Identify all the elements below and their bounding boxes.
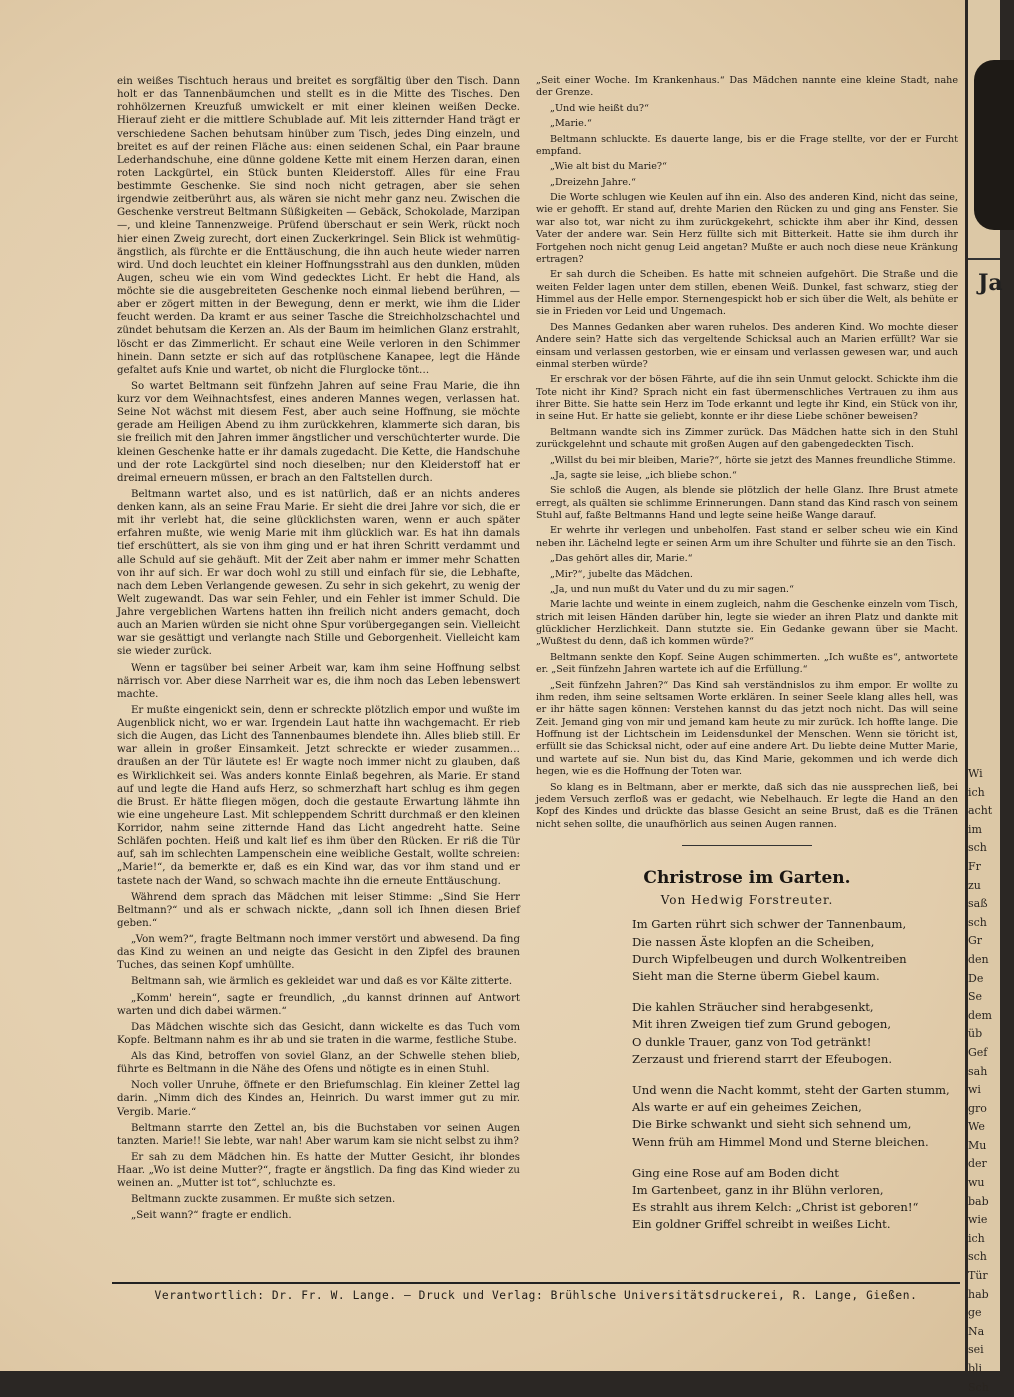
paragraph: Er mußte eingenickt sein, denn er schreckte plötzlich empor und wußte im Augenblick nicht, wo er war. Irgendein Laut hatte ihn wachgemacht. Er rieb sich die Augen, das Licht des Tannenbaumes blendete ihn. Alles blieb still. Er war allein in großer Einsamkeit. Jetzt schreckte er wieder zusammen… draußen an der Tür läutete es! Er wagte noch immer nicht zu glauben, daß es Wirklichkeit sei. Was anders konnte Einlaß begehren, als Marie. Er stand auf und legte die Hand aufs Herz, so schmerzhaft hart schlug es ihm gegen die Brust. Er hätte fliegen mögen, doch die gestaute Erwartung lähmte ihn wie eine ungeheure Last. Mit schleppendem Schritt durchmaß er den kleinen Korridor, nahm seine zitternde Hand das Licht angedreht hatte. Seine Schläfen pochten. Heiß und kalt lief es ihm über den Rücken. Er riß die Tür auf, sah im schlechten Lampenschein eine weibliche Gestalt, wollte schreien: „Marie!“, da bemerkte er, daß es ein Kind war, das vor ihm stand und er tastete nach der Wand, so schwach machte ihn die erneute Enttäuschung. <box>117 704 520 887</box>
adjacent-page-text <box>968 765 1000 1397</box>
paragraph: So wartet Beltmann seit fünfzehn Jahren auf seine Frau Marie, die ihn kurz vor dem Weihnachtsfest, eines anderen Mannes wegen, verlassen hat. Seine Not wächst mit diesem Fest, aber auch seine Hoffnung, sie möchte gerade am Heiligen Abend zu ihm zurückkehren, klammerte sich daran, bis sie freilich mit den Jahren immer ängstlicher und verschüchterter wurde. Die kleinen Geschenke hatte er ihr damals zugedacht. Die Kette, die Handschuhe und der rote Lackgürtel sind noch dieselben; nur den Kleiderstoff hat er dreimal erneuern müssen, er brach an den Faltstellen durch. <box>117 380 520 484</box>
paragraph: Beltmann wartet also, und es ist natürlich, daß er an nichts anderes denken kann, als an seine Frau Marie. Er sieht die drei Jahre vor sich, die er mit ihr verlebt hat, die seine glücklichsten waren, wenn er auch später erfahren mußte, wie wenig Marie mit ihm glücklich war. Es hat ihn damals tief erschüttert, als sie von ihm ging und er hat ihren Schritt verdammt und alle Schuld auf sie gehäuft. Mit der Zeit aber nahm er immer mehr Schatten von ihr auf sich. Er war doch wohl zu still und einfach für sie, die Lebhafte, nach dem Leben Verlangende gewesen. Zu sehr in sich gekehrt, zu wenig der Welt zugewandt. Das war sein Fehler, und ein Fehler ist immer Schuld. Die Jahre vergeblichen Wartens hatten ihn freilich nicht anders gemacht, doch auch an Marien würden sie nicht ohne Spur vorübergegangen sein. Vielleicht war sie gesättigt und verlangte nach Stille und Geborgenheit. Vielleicht kam sie wieder zurück. <box>117 488 520 658</box>
paragraph: Er sah zu dem Mädchen hin. Es hatte der Mutter Gesicht, ihr blondes Haar. „Wo ist deine Mutter?“, fragte er ängstlich. Da fing das Kind wieder zu weinen an. „Mutter ist tot“, schluchzte es. <box>117 1151 520 1190</box>
adjacent-page-line: sch <box>968 1250 987 1264</box>
paragraph: „Mir?“, jubelte das Mädchen. <box>550 568 693 580</box>
paragraph: „Das gehört alles dir, Marie.“ <box>550 553 693 565</box>
poem-line: Ging eine Rose auf am Boden dicht <box>632 1165 839 1180</box>
adjacent-page-edge <box>968 0 1003 1394</box>
adjacent-page-line: dem <box>968 1008 992 1022</box>
adjacent-page-line: Mu <box>968 1138 987 1152</box>
adjacent-page-illustration <box>974 60 1014 230</box>
poem-line: Die Birke schwankt und sieht sich sehnend um, <box>632 1117 912 1132</box>
adjacent-page-line: üb <box>968 1027 983 1041</box>
paragraph: Marie lachte und weinte in einem zugleich, nahm die Geschenke einzeln vom Tisch, strich mit leisen Händen darüber hin, legte sie wieder an ihren Platz und dankte mit glücklicher Herzlichkeit. Dann stutzte sie. Ein Gedanke gewann über sie Macht. „Wußtest du denn, daß ich kommen würde?“ <box>536 599 958 648</box>
poem-line: Im Gartenbeet, ganz in ihr Blühn verloren, <box>632 1183 884 1198</box>
poem-line: Und wenn die Nacht kommt, steht der Garten stumm, <box>632 1083 950 1097</box>
paragraph: „Komm' herein“, sagte er freundlich, „du kannst drinnen auf Antwort warten und dich dabei wärmen.“ <box>117 992 520 1017</box>
paragraph: Wenn er tagsüber bei seiner Arbeit war, kam ihm seine Hoffnung selbst närrisch vor. Aber diese Narrheit war es, die ihm noch das Leben lebenswert machte. <box>117 662 520 700</box>
adjacent-page-line: wi <box>968 1083 981 1097</box>
footer-rule <box>112 1282 960 1284</box>
poem-title: Christrose im Garten. <box>643 868 851 888</box>
story-column-left <box>117 75 520 1226</box>
poem-stanza <box>632 916 958 985</box>
adjacent-page-line: De <box>968 971 984 985</box>
adjacent-page-line: sch <box>968 841 987 855</box>
poem-body <box>536 916 958 1233</box>
imprint-line: Verantwortlich: Dr. Fr. W. Lange. — Druck und Verlag: Brühlsche Universitätsdruckerei, R. Lange, Gießen. <box>154 1289 918 1302</box>
paragraph: Noch voller Unruhe, öffnete er den Briefumschlag. Ein kleiner Zettel lag darin. „Nimm dich des Kindes an, Heinrich. Du warst immer gut zu mir. Vergib. Marie.“ <box>117 1080 520 1118</box>
paragraph: Er erschrak vor der bösen Fährte, auf die ihn sein Unmut gelockt. Schickte ihm die Tote nicht ihr Kind? Sprach nicht ein fast übermenschliches Vertrauen zu ihm aus ihrer Bitte. Sie hatte sein Herz im Tode erkannt und legte ihr Kind, ein Stück von ihr, in seine Hut. Er hatte sie geliebt, konnte er ihr diese Liebe schöner beweisen? <box>536 374 958 423</box>
poem-author: Von Hedwig Forstreuter. <box>660 893 834 907</box>
poem-line: Sieht man die Sterne überm Giebel kaum. <box>632 968 880 983</box>
paragraph: Des Mannes Gedanken aber waren ruhelos. Des anderen Kind. Wo mochte dieser Andere sein? Hatte sich das vergeltende Schicksal auch an Marien erfüllt? War sie einsam und verlassen gestorben, wie er einsam und verlassen gewesen war, und auch einmal sterben würde? <box>536 321 958 370</box>
poem-line: O dunkle Trauer, ganz von Tod getränkt! <box>632 1034 872 1049</box>
paragraph: „Ja, und nun mußt du Vater und du zu mir sagen.“ <box>550 583 794 595</box>
adjacent-page-line: We <box>968 1120 985 1134</box>
adjacent-page-line: sah <box>968 1064 988 1078</box>
adjacent-page-line: Tür <box>968 1269 988 1283</box>
paragraph: „Marie.“ <box>550 118 592 130</box>
paragraph: „Seit fünfzehn Jahren?“ Das Kind sah verständnislos zu ihm empor. Er wollte zu ihm reden, ihm seine seltsamen Worte erklären. In seiner Seele klang alles hell, was er ihr hätte sagen können: Verstehen kannst du das jetzt noch nicht. Das will seine Zeit. Jemand ging von mir und jemand kam heute zu mir zurück. Ich hoffte lange. Die Hoffnung ist der Lichtschein im Leidensdunkel der Menschen. Wenn sie töricht ist, erfüllt sie das Schicksal nicht, oder auf eine andere Art. Du liebte deine Mutter Marie, und wartete auf sie. Nun bist du, das Kind Marie, gekommen und ich werde dich hegen, wie es die Hoffnung der Toten war. <box>536 679 958 778</box>
adjacent-page-line: sei <box>968 1343 984 1357</box>
paragraph: Beltmann zuckte zusammen. Er mußte sich setzen. <box>131 1194 396 1206</box>
adjacent-page-line: Gef <box>968 1045 988 1059</box>
poem-line: Wenn früh am Himmel Mond und Sterne bleichen. <box>632 1134 929 1149</box>
story-column-right <box>536 75 958 1248</box>
adjacent-page-line: ge <box>968 1306 982 1320</box>
paragraph: Beltmann senkte den Kopf. Seine Augen schimmerten. „Ich wußte es“, antwortete er. „Seit fünfzehn Jahren wartete ich auf die Erfüllung.“ <box>536 651 958 676</box>
adjacent-page-line: ich <box>968 785 985 799</box>
adjacent-page-line: Na <box>968 1324 985 1338</box>
paragraph: Beltmann schluckte. Es dauerte lange, bis er die Frage stellte, vor der er Furcht empfand. <box>536 133 958 157</box>
paragraph: „Seit einer Woche. Im Krankenhaus.“ Das Mädchen nannte eine kleine Stadt, nahe der Grenze. <box>536 75 958 99</box>
adjacent-page-line: sch <box>968 915 987 929</box>
paragraph: Beltmann wandte sich ins Zimmer zurück. Das Mädchen hatte sich in den Stuhl zurückgelehnt und schaute mit großen Augen auf den gabengedeckten Tisch. <box>536 426 958 451</box>
poem-stanza <box>632 999 958 1068</box>
poem-divider <box>682 845 812 846</box>
poem-stanza <box>632 1165 958 1234</box>
poem-stanza <box>632 1082 958 1151</box>
paragraph: Sie schloß die Augen, als blende sie plötzlich der helle Glanz. Ihre Brust atmete erregt, als quälten sie schlimme Erinnerungen. Dann stand das Kind rasch von seinem Stuhl auf, faßte Beltmanns Hand und legte seine heiße Wange darauf. <box>536 485 958 521</box>
paragraph: Beltmann starrte den Zettel an, bis die Buchstaben vor seinen Augen tanzten. Marie!! Sie lebte, war nah! Aber warum kam sie nicht selbst zu ihm? <box>117 1122 520 1147</box>
adjacent-page-line: saß <box>968 897 988 911</box>
poem-line: Im Garten rührt sich schwer der Tannenbaum, <box>632 917 907 932</box>
poem-line: Mit ihren Zweigen tief zum Grund gebogen, <box>632 1017 892 1032</box>
adjacent-page-line: wu <box>968 1176 985 1190</box>
adjacent-page-line: hab <box>968 1287 989 1301</box>
poem-line: Als warte er auf ein geheimes Zeichen, <box>632 1100 862 1115</box>
adjacent-page-line: bli <box>968 1362 983 1375</box>
poem-line: Zerzaust und frierend starrt der Efeubogen. <box>632 1051 893 1066</box>
poem-line: Es strahlt aus ihrem Kelch: „Christ ist geboren!“ <box>632 1200 919 1215</box>
adjacent-page-line: Fr <box>968 859 981 873</box>
paragraph: Er wehrte ihr verlegen und unbeholfen. Fast stand er selber scheu wie ein Kind neben ihr. Lächelnd legte er seinen Arm um ihre Schulter und führte sie an den Tisch. <box>536 525 958 549</box>
adjacent-page-line: acht <box>968 804 993 818</box>
adjacent-page-line: den <box>968 952 989 966</box>
adjacent-page-line: wie <box>968 1213 988 1227</box>
adjacent-page-line: Wi <box>968 767 983 780</box>
paragraph: Das Mädchen wischte sich das Gesicht, dann wickelte es das Tuch vom Kopfe. Beltmann nahm es ihr ab und sie traten in die warme, festliche Stube. <box>117 1021 520 1046</box>
paragraph: „Von wem?“, fragte Beltmann noch immer verstört und abwesend. Da fing das Kind zu weinen an und neigte das Gesicht in den Zipfel des braunen Tuches, das seinen Kopf umhüllte. <box>117 934 520 972</box>
adjacent-page-line: zu <box>968 878 981 892</box>
adjacent-page-line: ich <box>968 1231 985 1245</box>
paragraph: „Willst du bei mir bleiben, Marie?“, hörte sie jetzt des Mannes freundliche Stimme. <box>550 454 956 466</box>
adjacent-page-rule <box>968 258 1000 260</box>
adjacent-page-line: im <box>968 822 982 836</box>
adjacent-page-line: gro <box>968 1101 987 1115</box>
adjacent-page-line: Se <box>968 990 983 1004</box>
paragraph: Während dem sprach das Mädchen mit leiser Stimme: „Sind Sie Herr Beltmann?“ und als er schwach nickte, „dann soll ich Ihnen diesen Brief geben.“ <box>117 891 520 929</box>
paragraph: So klang es in Beltmann, aber er merkte, daß sich das nie aussprechen ließ, bei jedem Versuch zerfloß was er gedacht, wie Nebelhauch. Er legte die Hand an den Kopf des Kindes und drückte das blasse Gesicht an seine Brust, daß es die Tränen nicht sehen sollte, die unaufhörlich aus seinen Augen rannen. <box>536 781 958 830</box>
adjacent-page-heading: Ja <box>978 270 1003 296</box>
paragraph: Die Worte schlugen wie Keulen auf ihn ein. Also des anderen Kind, nicht das seine, wie er gehofft. Er stand auf, drehte Marien den Rücken zu und ging ans Fenster. Sie war also tot, war nicht zu ihm zurückgekehrt, schickte ihm aber ihr Kind, dessen Vater der andere war. Sein Herz füllte sich mit Bitterkeit. Hatte sie ihm durch ihr Fortgehen noch nicht genug Leid angetan? Mußte er auch noch diese neue Kränkung ertragen? <box>536 192 958 265</box>
story-continuation <box>536 75 958 831</box>
paragraph: „Und wie heißt du?“ <box>550 102 649 114</box>
poem-line: Die kahlen Sträucher sind herabgesenkt, <box>632 1000 874 1015</box>
poem-line: Ein goldner Griffel schreibt in weißes Licht. <box>632 1217 891 1232</box>
poem-line: Durch Wipfelbeugen und durch Wolkentreiben <box>632 951 907 966</box>
paragraph: „Dreizehn Jahre.“ <box>550 176 636 188</box>
paragraph: Als das Kind, betroffen von soviel Glanz, an der Schwelle stehen blieb, führte es Beltmann in die Nähe des Ofens und nötigte es in einen Stuhl. <box>117 1051 520 1076</box>
paragraph: ein weißes Tischtuch heraus und breitet es sorgfältig über den Tisch. Dann holt er das Tannenbäumchen und stellt es in die Mitte des Tisches. Den rohhölzernen Kreuzfuß umwickelt er mit einer kleinen weißen Decke. Hierauf zieht er die mittlere Schublade auf. Mit leis zitternder Hand trägt er verschiedene Sachen behutsam hinüber zum Tisch, jedes Ding einzeln, und breitet es auf der reinen Fläche aus: einen seidenen Schal, ein Paar braune Lederhandschuhe, eine dünne goldene Kette mit einem Herzen daran, einen roten Lackgürtel, ein Stück bunten Kleiderstoff. Alles für eine Frau bestimmte Geschenke. Sie sind noch nicht getragen, aber sie sehen irgendwie zeitberührt aus, als wären sie nicht mehr ganz neu. Zwischen die Geschenke verstreut Beltmann Süßigkeiten — Gebäck, Schokolade, Marzipan —, und kleine Tannenzweige. Prüfend überschaut er sein Werk, rückt noch hier einen Zweig zurecht, dort einen Zuckerkringel. Sein Blick ist wehmütig-ängstlich, als fürchte er die Enttäuschung, die ihn auch heute wieder narren wird. Und doch leuchtet ein kleiner Hoffnungsstrahl aus den dunklen, müden Augen, scheu wie ein vom Wind gedecktes Licht. Er hebt die Hand, als möchte sie die ausgebreiteten Geschenke noch einmal liebend berühren, — aber er zögert mitten in der Bewegung, denn er merkt, wie ihm die Lider feucht werden. Da kramt er aus seiner Tasche die Streichholzschachtel und zündet behutsam die Kerzen an. Als der Baum im heimlichen Glanz erstrahlt, löscht er das Zimmerlicht. Er schaut eine Weile verloren in den Schimmer hinein. Dann setzte er sich auf das rotplüschene Kanapee, legt die Hände gefaltet aufs Knie und wartet, ob nicht die Flurglocke tönt… <box>117 76 520 376</box>
paragraph: „Wie alt bist du Marie?“ <box>550 161 667 173</box>
paragraph: Er sah durch die Scheiben. Es hatte mit schneien aufgehört. Die Straße und die weiten Felder lagen unter dem stillen, ebenen Weiß. Dunkel, fast schwarz, stieg der Himmel aus der Helle empor. Sternengespickt hob er sich über die Welt, als behüte er sie in Frieden vor Leid und Ungemach. <box>536 269 958 318</box>
poem-line: Die nassen Äste klopfen an die Scheiben, <box>632 934 875 949</box>
paragraph: „Ja, sagte sie leise, „ich bliebe schon.“ <box>550 469 737 481</box>
paragraph: „Seit wann?“ fragte er endlich. <box>131 1210 292 1222</box>
adjacent-page-line: bab <box>968 1194 989 1208</box>
paragraph: Beltmann sah, wie ärmlich es gekleidet war und daß es vor Kälte zitterte. <box>131 976 513 988</box>
adjacent-page-line: Gr <box>968 934 983 948</box>
adjacent-page-line: Sch <box>968 1380 989 1394</box>
adjacent-page-line: der <box>968 1157 987 1171</box>
